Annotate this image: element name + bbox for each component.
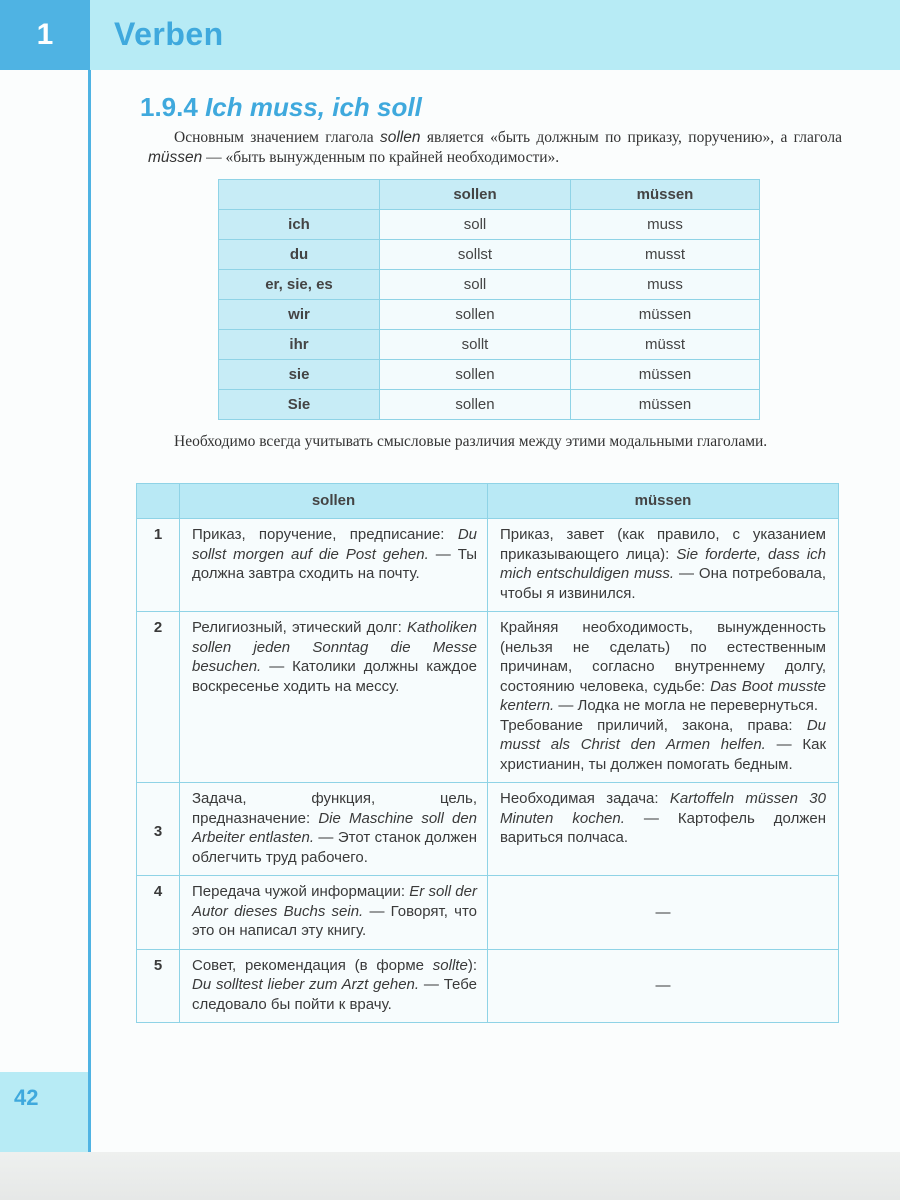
chapter-number: 1: [0, 0, 90, 70]
row-number: 1: [137, 519, 180, 612]
sollen-meaning: [180, 783, 488, 876]
definition: Необходимая задача:: [500, 790, 670, 807]
chapter-title: Verben: [114, 16, 224, 52]
pronoun-cell: du: [219, 240, 380, 270]
table-row: [219, 390, 760, 420]
intro-text: Основным значением глагола: [174, 129, 380, 146]
sollen-meaning: [180, 519, 488, 612]
example: Das Boot musste kentern.: [500, 677, 826, 714]
translation: — Католики должны каждое воскресенье ходить на мессу.: [192, 658, 477, 695]
table-row: [219, 240, 760, 270]
definition: Приказ, поручение, предписание:: [192, 526, 458, 543]
table-row: [219, 300, 760, 330]
header-cell-number: [137, 484, 180, 519]
translation: — Говорят, что это он написал эту книгу.: [192, 902, 478, 939]
row-number: 4: [137, 876, 180, 950]
table-row: [219, 210, 760, 240]
table-row: [219, 270, 760, 300]
translation: — Как христианин, ты должен помогать бедным.: [500, 736, 827, 773]
table-row: [219, 360, 760, 390]
table-row: [137, 876, 839, 950]
header-cell-muessen: müssen: [571, 180, 760, 210]
term-sollen: sollen: [379, 129, 421, 146]
translation: — Она потребовала, чтобы я извинился.: [500, 565, 826, 602]
intro-text: является «быть должным по приказу, поручению», а глагола: [420, 129, 842, 146]
muessen-form-cell: muss: [571, 270, 760, 300]
example: Du musst als Christ den Armen helfen.: [500, 716, 826, 753]
header-cell-sollen: sollen: [180, 484, 488, 519]
muessen-meaning-empty: —: [488, 949, 839, 1023]
example: Du solltest lieber zum Arzt gehen.: [192, 976, 420, 993]
definition: ):: [467, 956, 477, 974]
header-cell-empty: [219, 180, 380, 210]
example: Kartoffeln müssen 30 Minuten kochen.: [500, 790, 826, 827]
muessen-meaning-empty: —: [488, 876, 839, 950]
header-cell-muessen: müssen: [488, 484, 839, 519]
table-row: [137, 783, 839, 876]
example: Er soll der Autor dieses Buchs sein.: [192, 883, 477, 920]
pronoun-cell: ich: [219, 210, 380, 240]
table-header-row: [137, 484, 839, 519]
definition: Требование приличий, закона, права:: [500, 716, 807, 734]
sollen-form-cell: sollen: [380, 300, 571, 330]
page-edge-shadow: [0, 1152, 900, 1200]
section-number: 1.9.4: [140, 92, 198, 122]
sollen-form-cell: sollt: [380, 330, 571, 360]
muessen-meaning: [488, 783, 839, 876]
definition: Приказ, завет (как правило, с указанием приказывающего лица):: [500, 526, 826, 563]
table-row: [137, 612, 839, 783]
sollen-meaning: [180, 612, 488, 783]
example: Katholiken sollen jeden Sonntag die Messe besuchen.: [192, 619, 477, 675]
translation: — Картофель должен вариться полчаса.: [500, 809, 826, 846]
translation: — Этот станок должен облегчить труд рабочего.: [192, 829, 477, 866]
term-muessen: müssen: [148, 149, 203, 166]
example: Die Maschine soll den Arbeiter entlasten.: [192, 809, 478, 846]
sollen-meaning: [180, 949, 488, 1023]
conjugation-table: [218, 179, 760, 420]
table-header-row: [219, 180, 760, 210]
definition: Совет, рекомендация (в форме: [192, 956, 433, 974]
sollen-form-cell: soll: [380, 210, 571, 240]
margin-rule: [88, 70, 91, 1152]
pronoun-cell: wir: [219, 300, 380, 330]
sollen-meaning: [180, 876, 488, 950]
muessen-meaning: [488, 519, 839, 612]
pronoun-cell: ihr: [219, 330, 380, 360]
note-paragraph: Необходимо всегда учитывать смысловые различия между этими модальными глаголами.: [174, 433, 768, 450]
page-number-band: [0, 1072, 88, 1152]
muessen-form-cell: musst: [571, 240, 760, 270]
sollen-form-cell: soll: [380, 270, 571, 300]
meaning-table: [136, 483, 839, 1023]
translation: — Лодка не могла не перевернуться.: [554, 697, 819, 714]
muessen-form-cell: muss: [571, 210, 760, 240]
definition: Задача, функция, цель, предназначение:: [192, 790, 477, 827]
pronoun-cell: er, sie, es: [219, 270, 380, 300]
section-title: [140, 92, 422, 123]
muessen-form-cell: müsst: [571, 330, 760, 360]
sollen-form-cell: sollst: [380, 240, 571, 270]
example: Sie forderte, dass ich mich entschuldigen muss.: [500, 545, 827, 582]
intro-text: — «быть вынужденным по крайней необходимости».: [202, 149, 560, 166]
pronoun-cell: sie: [219, 360, 380, 390]
example: sollte: [432, 956, 468, 974]
header-cell-sollen: sollen: [380, 180, 571, 210]
translation: — Тебе следовало бы пойти к врачу.: [192, 976, 477, 1013]
table-row: [137, 949, 839, 1023]
section-heading: Ich muss, ich soll: [205, 92, 422, 122]
table-row: [137, 519, 839, 612]
example: Du sollst morgen auf die Post gehen.: [192, 526, 477, 563]
intro-paragraph: [148, 128, 842, 168]
sollen-form-cell: sollen: [380, 390, 571, 420]
muessen-form-cell: müssen: [571, 360, 760, 390]
translation: — Ты должна завтра сходить на почту.: [192, 545, 477, 582]
definition: Передача чужой информации:: [192, 883, 410, 900]
definition: Религиозный, этический долг:: [192, 619, 407, 636]
row-number: 5: [137, 949, 180, 1023]
table-row: [219, 330, 760, 360]
row-number: 2: [137, 612, 180, 783]
pronoun-cell: Sie: [219, 390, 380, 420]
row-number: 3: [137, 783, 180, 876]
muessen-form-cell: müssen: [571, 300, 760, 330]
muessen-meaning: [488, 612, 839, 783]
muessen-form-cell: müssen: [571, 390, 760, 420]
definition: Крайняя необходимость, вынужденность (нельзя не сделать) по естественным причинам, согласно внутреннему долгу, состоянию человека, судьбе:: [500, 619, 826, 695]
page-number: 42: [14, 1085, 39, 1110]
sollen-form-cell: sollen: [380, 360, 571, 390]
